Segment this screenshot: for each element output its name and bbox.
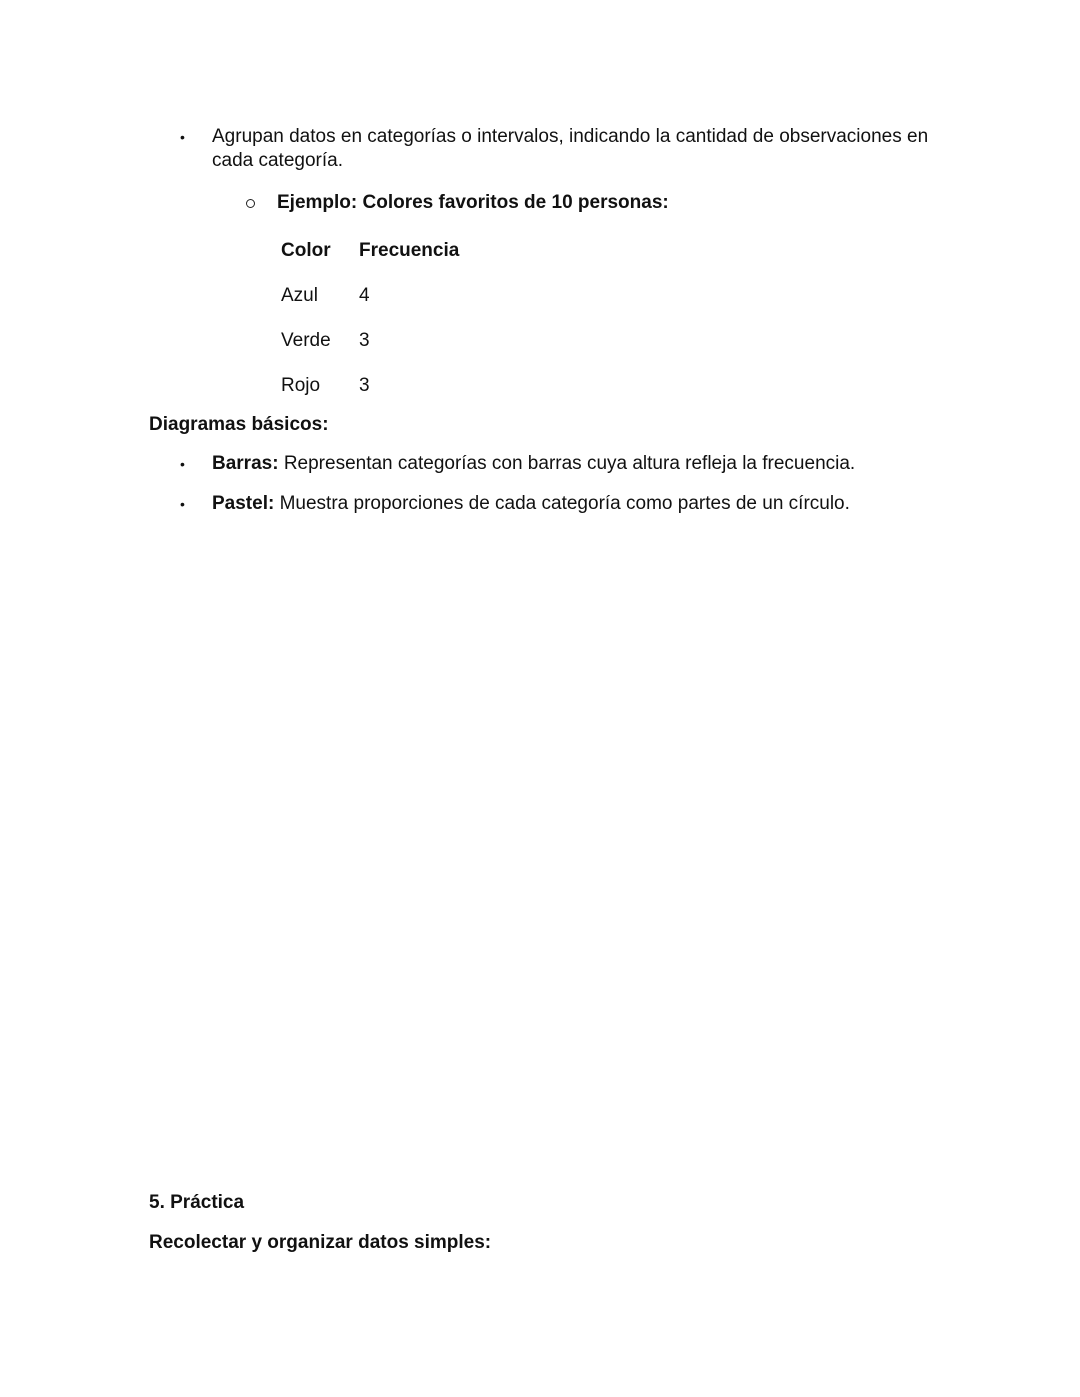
table-cell-color: Rojo: [281, 374, 321, 396]
circle-bullet-icon: [246, 199, 255, 208]
table-cell-color: Azul: [281, 284, 318, 306]
term-pastel: Pastel:: [212, 493, 275, 514]
practice-heading: 5. Práctica: [149, 1192, 245, 1213]
term-barras: Barras:: [212, 453, 279, 474]
column-header-frequency: Frecuencia: [359, 239, 460, 261]
table-cell-color: Verde: [281, 329, 331, 351]
bullet-icon: •: [180, 456, 185, 472]
practice-subheading: Recolectar y organizar datos simples:: [149, 1232, 492, 1253]
description-barras: Representan categorías con barras cuya altura refleja la frecuencia.: [278, 453, 856, 474]
frequency-table: [272, 228, 499, 408]
bullet-icon: •: [180, 496, 185, 512]
table-row: [272, 363, 499, 408]
table-cell-frequency: 4: [359, 284, 370, 306]
intro-line-1: Agrupan datos en categorías o intervalos, indicando la cantidad de observaciones en: [212, 126, 929, 147]
column-header-color: Color: [281, 239, 331, 261]
intro-line-2: cada categoría.: [212, 150, 343, 171]
diagrams-heading: Diagramas básicos:: [149, 414, 329, 435]
table-cell-frequency: 3: [359, 329, 370, 351]
list-item-pastel: [212, 492, 850, 516]
list-item-barras: [212, 452, 855, 476]
intro-paragraph: [212, 125, 972, 173]
table-row: [272, 273, 499, 318]
example-label: Ejemplo: Colores favoritos de 10 personas:: [277, 192, 669, 213]
table-row: [272, 318, 499, 363]
table-header-row: [272, 228, 499, 273]
table-cell-frequency: 3: [359, 374, 370, 396]
bullet-icon: •: [180, 129, 185, 145]
description-pastel: Muestra proporciones de cada categoría como partes de un círculo.: [274, 493, 850, 514]
